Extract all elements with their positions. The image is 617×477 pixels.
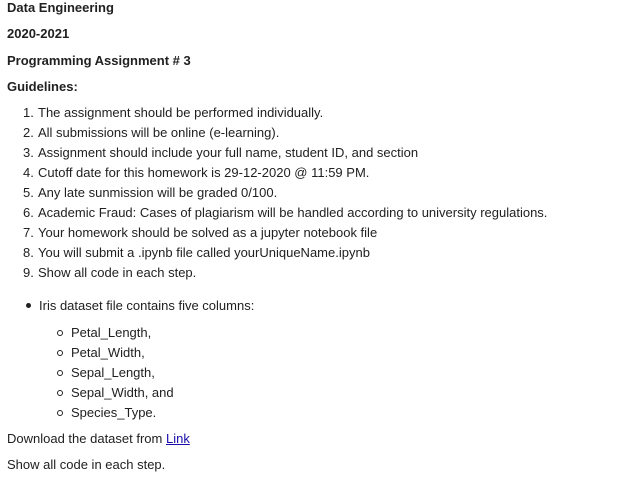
guideline-number: 2. <box>23 125 34 140</box>
guideline-item <box>23 263 196 283</box>
download-line <box>7 429 190 449</box>
column-item: Species_Type. <box>71 405 157 420</box>
footer-note: Show all code in each step. <box>7 457 166 472</box>
bullet-dot-icon <box>26 303 31 308</box>
bullet-circle-icon <box>57 390 63 396</box>
bullet-circle-icon <box>57 370 63 376</box>
guideline-text: Any late sunmission will be graded 0/100. <box>38 185 278 200</box>
guideline-number: 3. <box>23 145 34 160</box>
guideline-number: 6. <box>23 205 34 220</box>
guideline-text: All submissions will be online (e-learning). <box>38 125 280 140</box>
guideline-item <box>23 203 547 223</box>
guideline-text: Academic Fraud: Cases of plagiarism will be handled according to university regulations. <box>38 205 548 220</box>
guideline-number: 7. <box>23 225 34 240</box>
guideline-text: You will submit a .ipynb file called yourUniqueName.ipynb <box>38 245 370 260</box>
guidelines-heading: Guidelines: <box>7 79 78 94</box>
bullet-circle-icon <box>57 350 63 356</box>
course-title: Data Engineering <box>7 0 114 15</box>
dataset-intro: Iris dataset file contains five columns: <box>39 298 255 313</box>
guideline-text: The assignment should be performed individually. <box>38 105 324 120</box>
guideline-text: Cutoff date for this homework is 29-12-2020 @ 11:59 PM. <box>38 165 370 180</box>
guideline-text: Your homework should be solved as a jupyter notebook file <box>38 225 378 240</box>
academic-year: 2020-2021 <box>7 26 70 41</box>
guideline-number: 9. <box>23 265 34 280</box>
guideline-item <box>23 163 369 183</box>
guideline-item <box>23 243 370 263</box>
guideline-item <box>23 183 277 203</box>
bullet-circle-icon <box>57 330 63 336</box>
column-item: Petal_Width, <box>71 345 145 360</box>
guideline-number: 4. <box>23 165 34 180</box>
guideline-text: Assignment should include your full name, student ID, and section <box>38 145 419 160</box>
column-item: Sepal_Width, and <box>71 385 174 400</box>
guideline-item <box>23 143 418 163</box>
guideline-number: 8. <box>23 245 34 260</box>
assignment-title: Programming Assignment # 3 <box>7 53 191 68</box>
column-item: Petal_Length, <box>71 325 152 340</box>
guideline-text: Show all code in each step. <box>38 265 197 280</box>
column-item: Sepal_Length, <box>71 365 155 380</box>
guideline-item <box>23 223 377 243</box>
download-text: Download the dataset from <box>7 431 166 446</box>
dataset-link[interactable]: Link <box>165 431 190 446</box>
bullet-circle-icon <box>57 410 63 416</box>
guideline-item <box>23 103 323 123</box>
guideline-number: 1. <box>23 105 34 120</box>
guideline-number: 5. <box>23 185 34 200</box>
guideline-item <box>23 123 279 143</box>
